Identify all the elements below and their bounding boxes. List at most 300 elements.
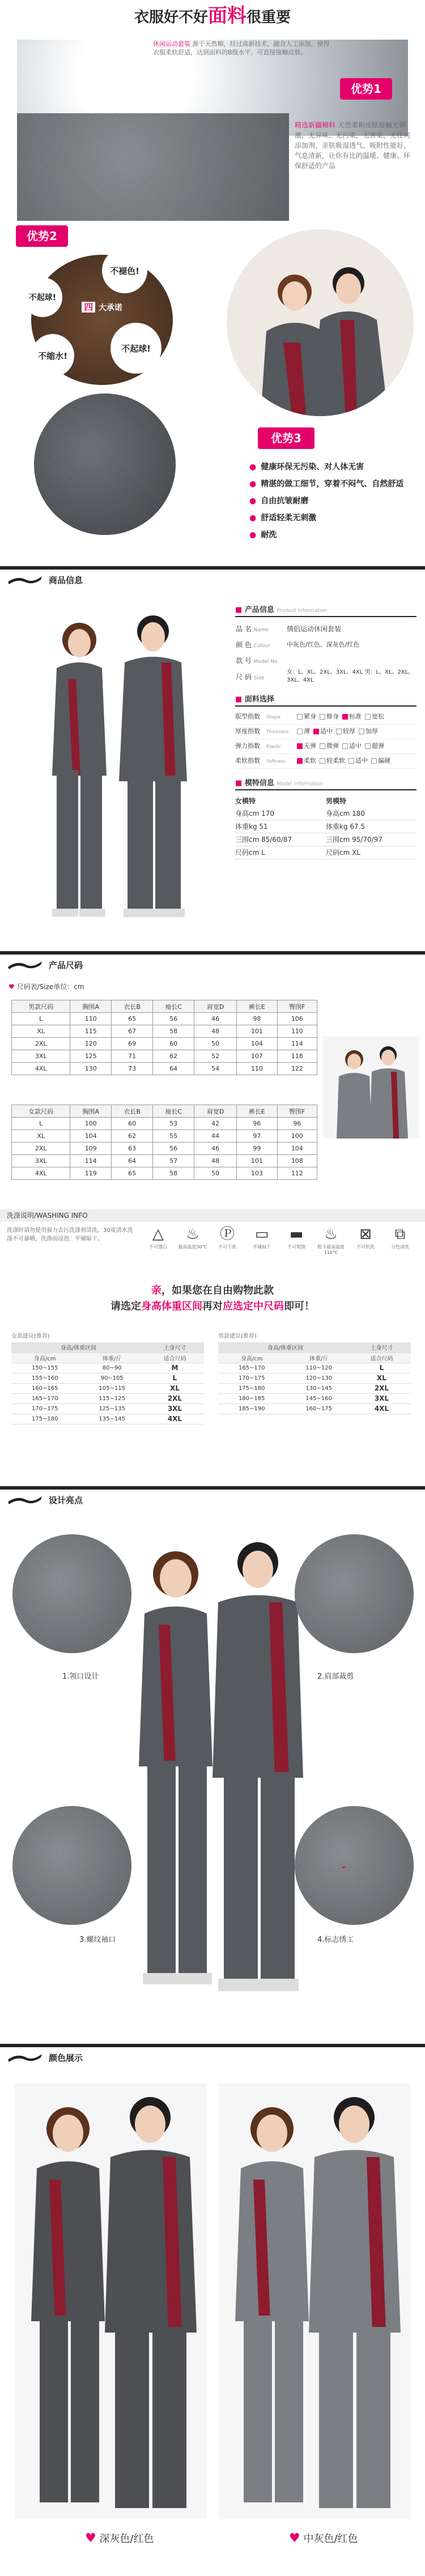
table-cell: L [352, 1363, 411, 1373]
table-cell: 99 [237, 1142, 278, 1155]
advantage3-item: ● 精湛的做工细节，穿着不闷气、自然舒适 [249, 476, 419, 493]
table-cell: 115 [70, 1025, 112, 1038]
wash-icon [176, 1224, 209, 1250]
female-model-info [235, 795, 326, 859]
table-row [12, 1038, 317, 1050]
option-checkbox [297, 729, 303, 734]
option-label: 无弹 [304, 742, 316, 750]
table-cell: 145~160 [285, 1393, 352, 1403]
table-cell: 109 [70, 1142, 112, 1155]
info-row: 尺 码 Size 女：L、XL、2XL、3XL、4XL 男：L、XL、2XL、3XL、4XL [236, 669, 414, 683]
table-cell: 165~170 [11, 1393, 78, 1403]
table-header-cell: 身高/cm [11, 1353, 78, 1363]
table-cell: 58 [153, 1167, 194, 1180]
fabric-index-label: 厚度指数 [235, 728, 260, 735]
option-checkbox [365, 743, 371, 749]
table-cell: 97 [237, 1130, 278, 1142]
model-stat: 身高cm 180 [326, 807, 416, 820]
option-label: 微弹 [326, 742, 339, 750]
table-row [218, 1383, 411, 1393]
model-stat: 三围cm 85/60/87 [235, 833, 326, 846]
table-header-cell: 身高/cm [218, 1353, 285, 1363]
table-cell: 108 [277, 1155, 317, 1167]
design-header: 设计亮点 [0, 1486, 425, 1512]
logo-embroidery-photo [295, 1806, 414, 1925]
male-model-info [326, 795, 416, 859]
male-size-table [11, 1000, 317, 1075]
table-cell: 103 [237, 1167, 278, 1180]
table-cell: 60 [153, 1038, 194, 1050]
table-header-cell: 上身尺寸 [146, 1342, 204, 1353]
table-row [218, 1363, 411, 1373]
size-chart-section [0, 977, 425, 1492]
colors-header: 颜色展示 [0, 2044, 425, 2070]
table-cell: 80~90 [78, 1363, 145, 1373]
promise-bubble-4: 不起球! [110, 323, 162, 374]
advantage1-badge: 优势1 [340, 78, 392, 100]
table-row [12, 1118, 317, 1130]
option-label: 偏硬 [378, 757, 390, 764]
table-cell: 2XL [12, 1038, 70, 1050]
option-label: 较厚 [343, 728, 355, 735]
table-cell: 170~175 [218, 1373, 285, 1383]
fabric-index-label: 柔软指数 [235, 757, 260, 764]
table-cell: 110 [237, 1063, 278, 1075]
washing-note: 洗涤时请勿使用强力去污洗涤剂清洗，30度清水洗涤不可暴晒，洗涤前浸泡，平铺晾干。 [7, 1227, 133, 1242]
table-cell: 4XL [146, 1414, 204, 1424]
table-cell: 50 [194, 1167, 237, 1180]
male-model-title: 男模特 [326, 797, 347, 805]
colors-section [0, 2072, 425, 2576]
table-header-cell: 袖长C [153, 1000, 194, 1013]
wash-symbol-icon: ♨ [324, 1226, 338, 1243]
fabric-index-en: Thickness [266, 729, 289, 734]
advantage3-item: ● 舒适轻柔无刺激 [249, 510, 419, 527]
option-checkbox [365, 714, 371, 720]
option-label: 紧身 [304, 713, 316, 720]
table-cell: M [146, 1363, 204, 1373]
size-notice: 亲，如果您在自由购物此款 请选定身高体重区间再对应选定中尺码即可！ [110, 1285, 314, 1312]
table-cell: 120 [70, 1038, 112, 1050]
option-label: 较柔软 [326, 757, 345, 764]
table-cell: 2XL [146, 1393, 204, 1403]
table-cell: 50 [194, 1038, 237, 1050]
fabric-index-en: Shape [266, 714, 281, 720]
fabric-index-list [235, 710, 416, 769]
table-cell: 114 [70, 1155, 112, 1167]
promise-bubble-1: 不起球! [23, 277, 62, 317]
promise-disk [17, 238, 187, 391]
table-row [218, 1373, 411, 1383]
fabric-closeup [34, 393, 176, 535]
table-cell: 101 [237, 1155, 278, 1167]
table-header-cell: 身高/体重区间 [11, 1342, 146, 1353]
option-checkbox [371, 758, 377, 764]
brand-logo-icon [7, 959, 43, 970]
product-info-header: 商品信息 [0, 566, 425, 592]
table-cell: 96 [277, 1118, 317, 1130]
table-cell: 3XL [12, 1050, 70, 1063]
wash-icon [142, 1224, 175, 1250]
model-stat: 尺码cm L [235, 846, 326, 859]
brand-logo-icon [7, 574, 43, 585]
wash-icon [280, 1224, 313, 1250]
models-full-body-photo [17, 606, 221, 928]
option-label: 适中 [320, 728, 333, 735]
table-cell: 175~180 [11, 1414, 78, 1424]
table-header-cell: 臀围F [277, 1105, 317, 1118]
wash-icon-label: 平铺晾干 [253, 1244, 271, 1250]
advantage3-item: ● 健康环保无污染、对人体无害 [249, 459, 419, 476]
table-cell: 96 [237, 1118, 278, 1130]
table-cell: 44 [194, 1130, 237, 1142]
info-row: 颜 色 Colour 中灰色/红色、深灰色/红色 [236, 640, 360, 649]
wash-icon [349, 1224, 382, 1250]
table-header-cell: 体重/斤 [78, 1353, 145, 1363]
table-cell: 110 [277, 1025, 317, 1038]
table-subheader-row [11, 1353, 204, 1363]
table-row [218, 1393, 411, 1403]
female-model-title: 女模特 [235, 797, 256, 805]
option-checkbox [320, 758, 325, 764]
option-checkbox [320, 714, 325, 720]
table-cell: 63 [112, 1142, 153, 1155]
table-header-cell: 胸围A [70, 1000, 112, 1013]
fabric-index-label: 版型指数 [235, 713, 260, 720]
option-checkbox [359, 729, 364, 734]
wash-icon-label: 分色清洗 [391, 1244, 409, 1250]
model-info-subheader: ■ 模特信息 Model information [235, 777, 416, 790]
hero-title: 衣服好不好面料很重要 [134, 5, 291, 27]
mid-grey-photo [218, 2083, 411, 2519]
shoulder-detail-photo [295, 1534, 414, 1653]
model-stat: 身高cm 170 [235, 807, 326, 820]
table-cell: 4XL [352, 1403, 411, 1414]
brand-logo-icon [7, 1494, 43, 1505]
table-cell: 118 [277, 1050, 317, 1063]
fabric-index-row [235, 710, 416, 725]
fabric-index-en: Elastic [266, 744, 282, 749]
option-label: 适中 [355, 757, 368, 764]
option-checkbox [297, 758, 303, 764]
hero-intro: 休闲运动套装 源于天然棉，经过高新技术，融合人工添加，使得衣服柔软舒适，达到面料的B级水平，可直接接触皮肤。 [153, 40, 330, 56]
option-label: 标准 [349, 713, 362, 720]
option-checkbox [297, 743, 303, 749]
table-cell: 4XL [12, 1063, 70, 1075]
advantage3-item: ● 自由抗皱耐磨 [249, 493, 419, 510]
table-cell: 125~135 [78, 1403, 145, 1414]
option-label: 薄 [304, 728, 310, 735]
table-cell: 57 [153, 1155, 194, 1167]
promise-bubble-3: 不缩水! [31, 334, 74, 377]
couple-figure [14, 2083, 207, 2519]
product-info-section [0, 594, 425, 945]
table-cell: 110 [70, 1013, 112, 1025]
table-header-row [11, 1342, 204, 1353]
table-cell: 58 [153, 1025, 194, 1038]
table-cell: 48 [194, 1155, 237, 1167]
table-cell: 135~145 [78, 1414, 145, 1424]
wash-icon [384, 1224, 416, 1250]
fabric-index-row [235, 739, 416, 754]
table-cell: 90~105 [78, 1373, 145, 1383]
option-label: 超弹 [372, 742, 384, 750]
table-cell: 150~155 [11, 1363, 78, 1373]
table-cell: 100 [277, 1130, 317, 1142]
table-header-row [12, 1000, 317, 1013]
table-cell: 4XL [12, 1167, 70, 1180]
models-thumbnail [323, 1037, 419, 1139]
female-size-reference-table [11, 1342, 204, 1424]
option-label: 适中 [349, 742, 362, 750]
table-cell: 105~115 [78, 1383, 145, 1393]
table-header-cell: 上身尺寸 [352, 1342, 411, 1353]
table-cell: 106 [277, 1013, 317, 1025]
table-cell: 180~185 [218, 1393, 285, 1403]
size-chart-header: 产品尺码 [0, 951, 425, 977]
table-row [12, 1142, 317, 1155]
embroidery-logo-icon: ⌁ [341, 1862, 347, 1872]
wash-icon-label: 最高温度30℃ [178, 1244, 207, 1250]
wash-symbol-icon: ⊠ [359, 1226, 372, 1243]
table-cell: 48 [194, 1025, 237, 1038]
female-size-table [11, 1105, 317, 1180]
table-row [11, 1403, 204, 1414]
product-info-subheader: ■ 产品信息 Product Information [235, 604, 416, 617]
table-cell: 107 [237, 1050, 278, 1063]
product-info-table [235, 621, 416, 685]
advantage2-badge: 优势2 [16, 225, 68, 247]
table-cell: 115~125 [78, 1393, 145, 1403]
table-header-cell: 衣长B [112, 1105, 153, 1118]
wash-symbol-icon: ▭ [254, 1226, 269, 1243]
table-cell: 2XL [12, 1142, 70, 1155]
table-cell: 65 [112, 1013, 153, 1025]
table-row [11, 1373, 204, 1383]
fabric-index-label: 弹力指数 [235, 742, 260, 750]
heart-icon: ♥ [289, 2531, 300, 2545]
info-row: 品 名 Name 情侣运动休闲套装 [236, 624, 342, 633]
fabric-index-row [235, 725, 416, 739]
option-checkbox [342, 714, 348, 720]
table-row [11, 1414, 204, 1424]
option-label: 修身 [326, 713, 339, 720]
table-cell: 104 [70, 1130, 112, 1142]
table-header-cell: 裤长E [237, 1105, 278, 1118]
table-cell: 67 [112, 1025, 153, 1038]
table-cell: 3XL [146, 1403, 204, 1414]
wash-icon [314, 1224, 347, 1256]
table-cell: 69 [112, 1038, 153, 1050]
table-cell: 110~120 [285, 1363, 352, 1373]
table-row [12, 1025, 317, 1038]
table-cell: 101 [237, 1025, 278, 1038]
wash-symbol-icon: ♨ [186, 1226, 199, 1243]
brand-logo-icon [7, 2052, 43, 2063]
couple-figure [218, 2083, 411, 2519]
wash-symbol-icon: ▬ [289, 1226, 304, 1243]
table-cell: 54 [194, 1063, 237, 1075]
table-cell: 170~175 [11, 1403, 78, 1414]
female-ref-title: 女款建议(推荐) [11, 1333, 50, 1340]
table-cell: 160~175 [285, 1403, 352, 1414]
table-cell: 62 [153, 1050, 194, 1063]
table-cell: 62 [112, 1130, 153, 1142]
table-cell: 73 [112, 1063, 153, 1075]
option-checkbox [336, 729, 342, 734]
table-row [12, 1063, 317, 1075]
info-row: 款 号 Model No. [236, 656, 279, 665]
couple-photo-1 [227, 229, 414, 416]
table-cell: 160~165 [11, 1383, 78, 1393]
color-label-right: ♥ 中灰色/红色 [289, 2531, 358, 2545]
table-row [12, 1130, 317, 1142]
table-header-row [12, 1105, 317, 1118]
table-cell: 185~190 [218, 1403, 285, 1414]
table-cell: 100 [70, 1118, 112, 1130]
wash-icons-row [142, 1224, 419, 1269]
wash-icon-label: 熨斗最高温度110℃ [317, 1244, 345, 1255]
wash-icon [211, 1224, 244, 1250]
design-point-2: 2.肩部裁剪 [317, 1672, 354, 1681]
advantage1-text: 精选新疆棉料 天然柔和皮肤接触无刺激，无异味，无污染，无害染，无任何添加剂，亲肤吸湿透气。吸附性能好，气息清新，让你有比的温暖、健康、环保舒适的产品 [295, 121, 411, 170]
table-row [11, 1383, 204, 1393]
table-cell: 119 [70, 1167, 112, 1180]
table-cell: 46 [194, 1142, 237, 1155]
table-cell: XL [12, 1130, 70, 1142]
table-row [11, 1393, 204, 1403]
wash-symbol-icon: ⧉ [394, 1226, 406, 1243]
option-checkbox [297, 714, 303, 720]
fabric-index-en: Softness [266, 759, 286, 764]
table-subheader-row [218, 1353, 411, 1363]
option-label: 柔软 [304, 757, 316, 764]
model-stat: 体重kg 67.5 [326, 820, 416, 833]
table-cell: 56 [153, 1013, 194, 1025]
table-header-cell: 适合尺码 [352, 1353, 411, 1363]
advantage3-item: ● 耐洗 [249, 527, 419, 544]
cotton-flower-photo [17, 113, 289, 221]
table-header-cell: 适合尺码 [146, 1353, 204, 1363]
table-row [12, 1155, 317, 1167]
heart-icon: ♥ [85, 2531, 96, 2545]
wash-symbol-icon: Ⓟ [219, 1226, 235, 1243]
table-cell: 60 [112, 1118, 153, 1130]
table-cell: 2XL [352, 1383, 411, 1393]
table-cell: 3XL [352, 1393, 411, 1403]
table-cell: 104 [237, 1038, 278, 1050]
model-stat: 体重kg 51 [235, 820, 326, 833]
table-header-cell: 肩宽D [194, 1105, 237, 1118]
advantage3-badge: 优势3 [258, 427, 314, 449]
fabric-choice-subheader: ■ 面料选择 [235, 693, 416, 707]
collar-detail-photo [12, 1534, 131, 1653]
table-cell: 155~160 [11, 1373, 78, 1383]
table-header-cell: 胸围A [70, 1105, 112, 1118]
table-cell: 53 [153, 1118, 194, 1130]
product-info-panel [235, 604, 416, 859]
table-header-cell: 女款尺码 [12, 1105, 70, 1118]
table-cell: 165~170 [218, 1363, 285, 1373]
promise-center: 四 大承诺 [74, 300, 130, 313]
male-size-reference-table [218, 1342, 411, 1414]
wash-icon-label: 不可干洗 [218, 1244, 236, 1250]
wash-icon-label: 不可漂白 [149, 1244, 167, 1250]
table-row [11, 1363, 204, 1373]
table-cell: 120~130 [285, 1373, 352, 1383]
design-point-1: 1.领口设计 [62, 1672, 99, 1681]
table-cell: 175~180 [218, 1383, 285, 1393]
option-checkbox [320, 743, 325, 749]
table-cell: 130 [70, 1063, 112, 1075]
male-ref-title: 男款建议(推荐) [218, 1333, 257, 1340]
table-row [12, 1167, 317, 1180]
wash-icon [245, 1224, 278, 1250]
table-cell: XL [146, 1383, 204, 1393]
table-cell: 56 [153, 1142, 194, 1155]
table-cell: 112 [277, 1167, 317, 1180]
advantage3-list [249, 459, 419, 544]
fabric-index-row [235, 754, 416, 769]
table-cell: L [12, 1013, 70, 1025]
table-cell: L [146, 1373, 204, 1383]
table-header-cell: 体重/斤 [285, 1353, 352, 1363]
table-cell: 122 [277, 1063, 317, 1075]
model-stat: 尺码cm XL [326, 846, 416, 859]
table-cell: 3XL [12, 1155, 70, 1167]
table-cell: XL [352, 1373, 411, 1383]
wash-icon-label: 不可机洗 [356, 1244, 375, 1250]
model-stat: 三围cm 95/70/97 [326, 833, 416, 846]
design-point-3: 3.螺纹袖口 [79, 1936, 116, 1944]
option-checkbox [342, 743, 348, 749]
design-point-4: 4.标志绣工 [317, 1936, 354, 1944]
table-cell: L [12, 1118, 70, 1130]
table-cell: 71 [112, 1050, 153, 1063]
table-cell: 130~145 [285, 1383, 352, 1393]
table-cell: 125 [70, 1050, 112, 1063]
table-cell: 64 [153, 1063, 194, 1075]
washing-title: 洗涤说明/WASHING INFO [0, 1209, 425, 1222]
table-cell: 64 [112, 1155, 153, 1167]
table-cell: 104 [277, 1142, 317, 1155]
table-cell: 65 [112, 1167, 153, 1180]
wash-icon-label: 不可熨烫 [287, 1244, 305, 1250]
size-label: ♥ 尺码表/Size单位：cm [8, 983, 84, 991]
table-cell: XL [12, 1025, 70, 1038]
table-header-cell: 袖长C [153, 1105, 194, 1118]
table-cell: 55 [153, 1130, 194, 1142]
table-cell: 46 [194, 1013, 237, 1025]
table-cell: 42 [194, 1118, 237, 1130]
design-section [0, 1512, 425, 2038]
table-cell: 52 [194, 1050, 237, 1063]
table-cell: 98 [237, 1013, 278, 1025]
fabric-hero-section [0, 0, 425, 572]
table-header-cell: 衣长B [112, 1000, 153, 1013]
wash-symbol-icon: △ [152, 1226, 164, 1243]
table-header-cell: 身高/体重区间 [218, 1342, 352, 1353]
option-label: 加厚 [366, 728, 378, 735]
option-label: 宽松 [372, 713, 384, 720]
promise-bubble-2: 不褪色! [102, 248, 147, 293]
cuff-detail-photo [12, 1806, 131, 1925]
option-checkbox [313, 729, 319, 734]
table-row [12, 1013, 317, 1025]
table-cell: 114 [277, 1038, 317, 1050]
table-header-cell: 肩宽D [194, 1000, 237, 1013]
color-label-left: ♥ 深灰色/红色 [85, 2531, 154, 2545]
